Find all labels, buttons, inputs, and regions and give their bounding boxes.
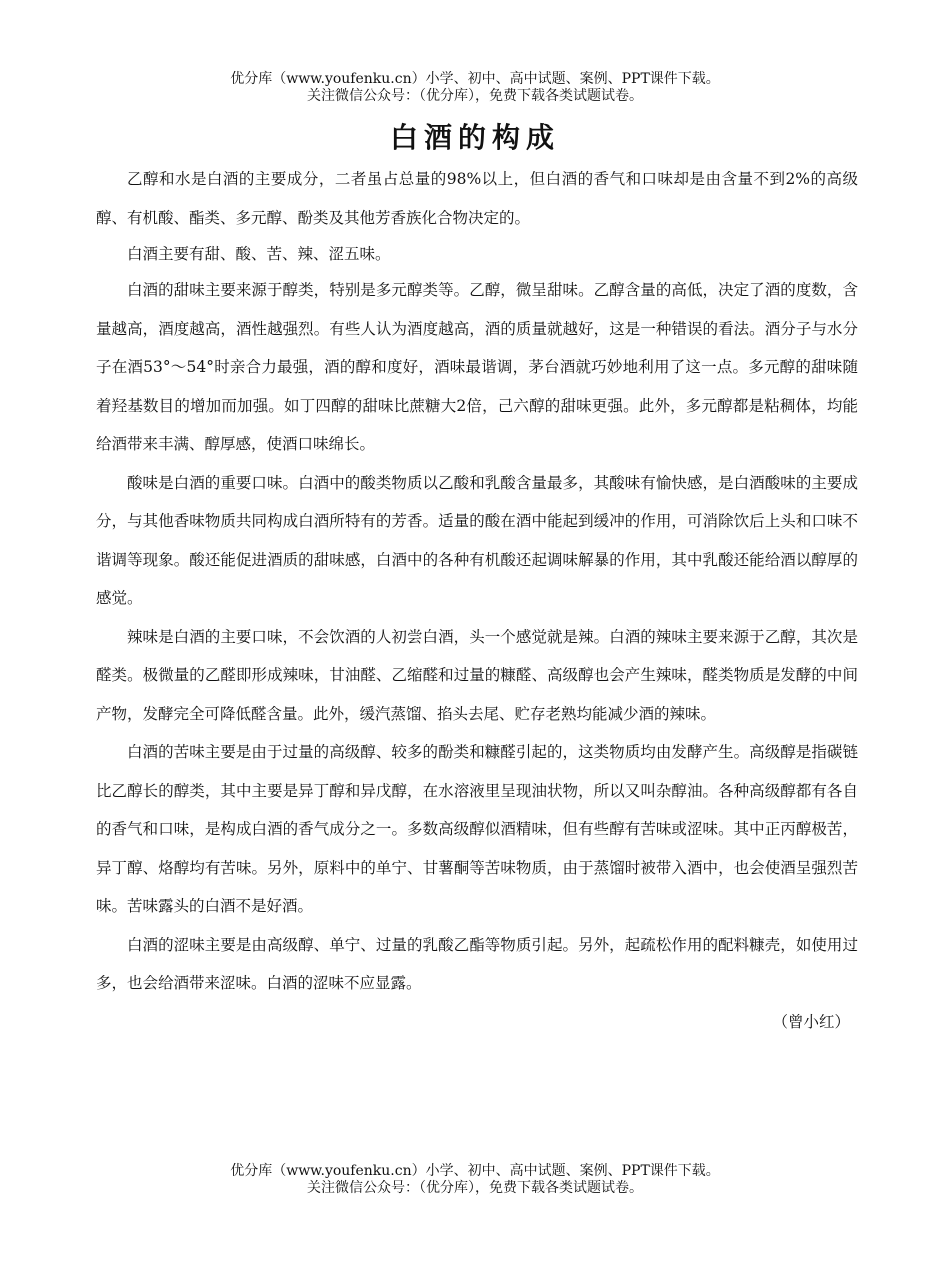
- paragraph-sweet: 白酒的甜味主要来源于醇类，特别是多元醇类等。乙醇，微呈甜味。乙醇含量的高低，决定了酒的度数，含量越高，酒度越高，酒性越强烈。有些人认为酒度越高，酒的质量就越好，这是一种错误的看法。酒分子与水分子在酒53°～54°时亲合力最强，酒的醇和度好，酒味最谐调，茅台酒就巧妙地利用了这一点。多元醇的甜味随着羟基数目的增加而加强。如丁四醇的甜味比蔗糖大2倍，己六醇的甜味更强。此外，多元醇都是粘稠体，均能给酒带来丰满、醇厚感，使酒口味绵长。: [96, 281, 858, 453]
- paragraph-intro: 乙醇和水是白酒的主要成分，二者虽占总量的98%以上，但白酒的香气和口味却是由含量不到2%的高级醇、有机酸、酯类、多元醇、酚类及其他芳香族化合物决定的。: [96, 170, 858, 227]
- footer-line-1: 优分库（www.youfenku.cn）小学、初中、高中试题、案例、PPT课件下载。: [230, 1163, 720, 1179]
- paragraph-sour: 酸味是白酒的重要口味。白酒中的酸类物质以乙酸和乳酸含量最多，其酸味有愉快感，是白酒酸味的主要成分，与其他香味物质共同构成白酒所特有的芳香。适量的酸在酒中能起到缓冲的作用，可消除饮后上头和口味不谐调等现象。酸还能促进酒质的甜味感，白酒中的各种有机酸还起调味解暴的作用，其中乳酸还能给酒以醇厚的感觉。: [96, 473, 858, 607]
- article-title: 白酒的构成: [389, 121, 560, 154]
- paragraph-spicy: 辣味是白酒的主要口味，不会饮酒的人初尝白酒，头一个感觉就是辣。白酒的辣味主要来源于乙醇，其次是醛类。极微量的乙醛即形成辣味，甘油醛、乙缩醛和过量的糠醛、高级醇也会产生辣味，醛类物质是发酵的中间产物，发酵完全可降低醛含量。此外，缓汽蒸馏、掐头去尾、贮存老熟均能减少酒的辣味。: [96, 627, 858, 723]
- header-line-2: 关注微信公众号：（优分库），免费下载各类试题试卷。: [307, 88, 643, 104]
- page-header: [0, 71, 950, 105]
- paragraph-astringent: 白酒的涩味主要是由高级醇、单宁、过量的乳酸乙酯等物质引起。另外，起疏松作用的配料糠壳，如使用过多，也会给酒带来涩味。白酒的涩味不应显露。: [96, 935, 858, 992]
- footer-line-2: 关注微信公众号：（优分库），免费下载各类试题试卷。: [307, 1180, 643, 1196]
- page-footer: [0, 1163, 950, 1197]
- article-body: [96, 160, 858, 1041]
- paragraph-five-tastes: 白酒主要有甜、酸、苦、辣、涩五味。: [127, 245, 391, 263]
- paragraph-bitter: 白酒的苦味主要是由于过量的高级醇、较多的酚类和糠醛引起的，这类物质均由发酵产生。高级醇是指碳链比乙醇长的醇类，其中主要是异丁醇和异戊醇，在水溶液里呈现油状物，所以又叫杂醇油。各种高级醇都有各自的香气和口味，是构成白酒的香气成分之一。多数高级醇似酒精味，但有些醇有苦味或涩味。其中正丙醇极苦，异丁醇、烙醇均有苦味。另外，原料中的单宁、甘薯酮等苦味物质，由于蒸馏时被带入酒中，也会使酒呈强烈苦味。苦味露头的白酒不是好酒。: [96, 743, 858, 915]
- header-line-1: 优分库（www.youfenku.cn）小学、初中、高中试题、案例、PPT课件下载。: [230, 71, 720, 87]
- author-signature: （曾小红）: [772, 1012, 850, 1031]
